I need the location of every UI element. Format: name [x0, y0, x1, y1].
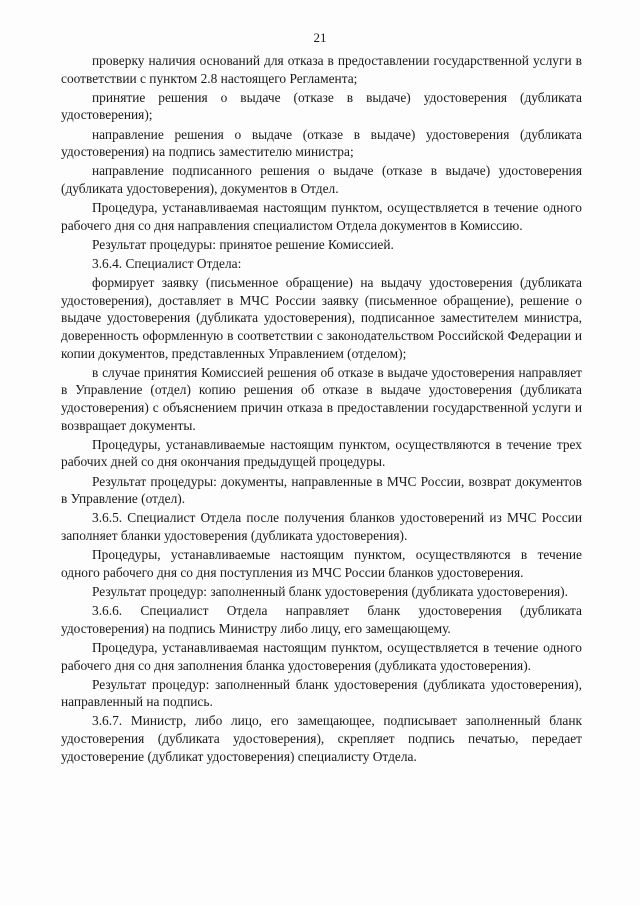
paragraph-send-signed-decision: направление подписанного решения о выдаче (отказе в выдаче) удостоверения (дубликата удостоверения), документов в Отдел. — [61, 163, 582, 196]
paragraph-procedures-result: Результат процедуры: документы, направленные в МЧС России, возврат документов в Управление (отдел). — [61, 473, 582, 507]
paragraph-forms-request: формирует заявку (письменное обращение) на выдачу удостоверения (дубликата удостоверения), доставляет в МЧС России заявку (письменное обращение), решение о выдаче удостоверения (дубликата удостоверения), подписанное заместителем министра, доверенность оформленную в соответствии с законодательством Российской Федерации и копии документов, представленных Управлением (отделом); — [61, 275, 582, 361]
paragraph-fill-result: Результат процедур: заполненный бланк удостоверения (дубликата удостоверения). — [92, 583, 568, 599]
paragraph-section-3-6-7: 3.6.7. Министр, либо лицо, его замещающее, подписывает заполненный бланк удостоверения (дубликата удостоверения), скрепляет подпись печатью, передает удостоверение (дубликат удостоверения) специалисту Отдела. — [61, 713, 582, 764]
paragraph-procedure-term: Процедура, устанавливаемая настоящим пунктом, осуществляется в течение одного рабочего дня со дня направления специалистом Отдела документов в Комиссию. — [61, 200, 582, 233]
paragraph-send-to-deputy: направление решения о выдаче (отказе в выдаче) удостоверения (дубликата удостоверения) на подпись заместителю министра; — [61, 126, 582, 160]
paragraph-sign-result: Результат процедур: заполненный бланк удостоверения (дубликата удостоверения), направленный на подпись. — [61, 676, 582, 710]
paragraph-procedure-result: Результат процедуры: принятое решение Комиссией. — [92, 236, 394, 252]
document-body — [61, 52, 582, 767]
paragraph-sign-term: Процедура, устанавливаемая настоящим пунктом, осуществляется в течение одного рабочего дня со дня заполнения бланка удостоверения (дубликата удостоверения). — [61, 639, 582, 673]
paragraph-fill-term: Процедуры, устанавливаемые настоящим пунктом, осуществляются в течение одного рабочего дня со дня поступления из МЧС России бланков удостоверения. — [61, 547, 582, 580]
page-number: 21 — [313, 30, 327, 45]
paragraph-section-3-6-6: 3.6.6. Специалист Отдела направляет бланк удостоверения (дубликата удостоверения) на подпись Министру либо лицу, его замещающему. — [61, 603, 582, 636]
paragraph-procedures-term: Процедуры, устанавливаемые настоящим пунктом, осуществляются в течение трех рабочих дней со дня окончания предыдущей процедуры. — [61, 436, 582, 470]
paragraph-refusal-case: в случае принятия Комиссией решения об отказе в выдаче удостоверения направляет в Управление (отдел) копию решения об отказе в выдаче удостоверения (дубликата удостоверения) с объяснением причин отказа в предоставлении государственной услуги и возвращает документы. — [61, 364, 582, 433]
paragraph-section-3-6-5: 3.6.5. Специалист Отдела после получения бланков удостоверений из МЧС России заполняет бланки удостоверения (дубликата удостоверения). — [61, 510, 582, 543]
paragraph-decision: принятие решения о выдаче (отказе в выдаче) удостоверения (дубликата удостоверения); — [61, 89, 582, 123]
paragraph-check-grounds: проверку наличия оснований для отказа в предоставлении государственной услуги в соответствии с пунктом 2.8 настоящего Регламента; — [61, 53, 582, 86]
paragraph-section-3-6-4: 3.6.4. Специалист Отдела: — [92, 256, 242, 272]
